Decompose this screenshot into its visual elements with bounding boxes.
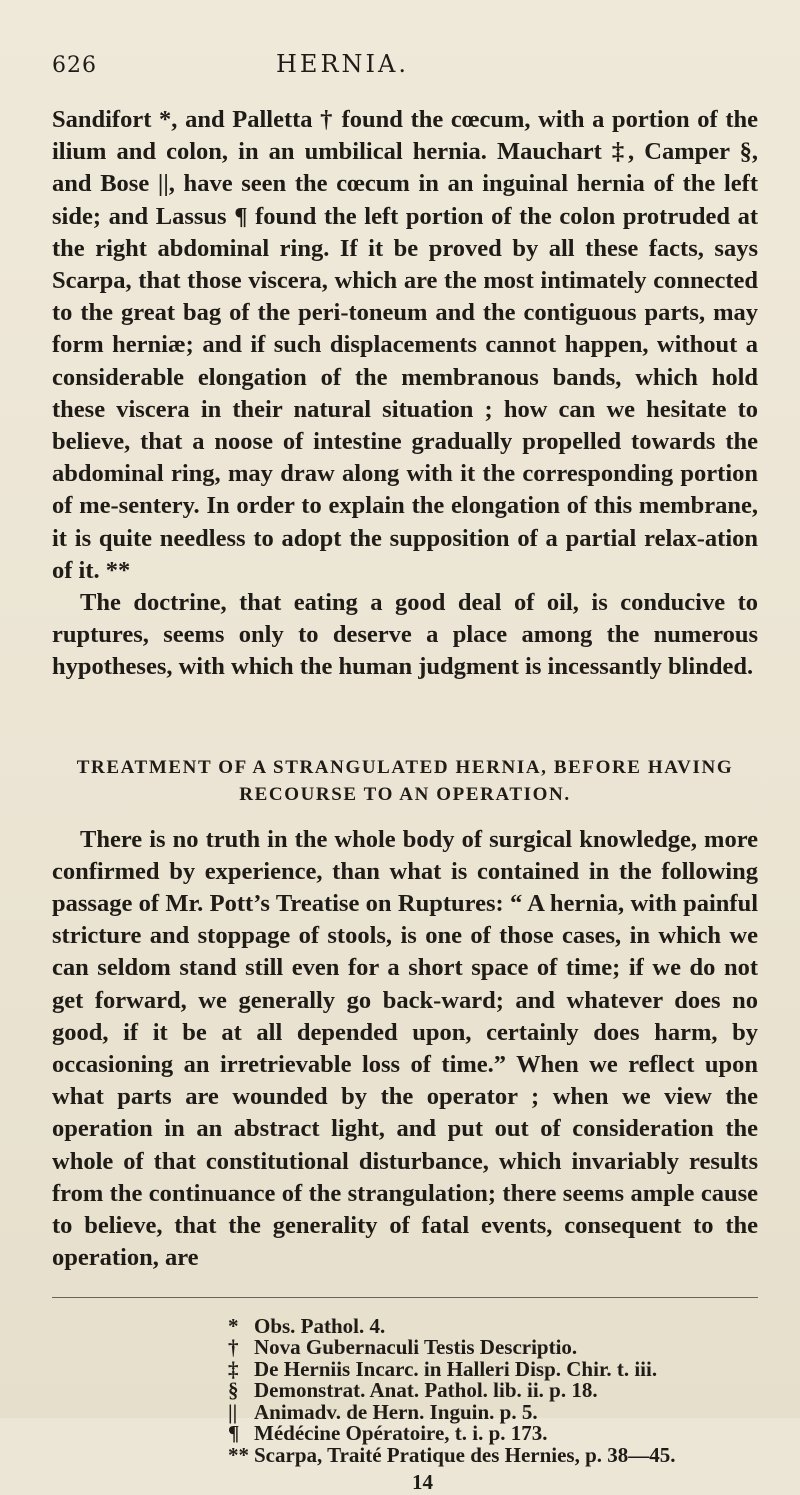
section-text <box>52 824 758 1275</box>
section-heading-line-1: TREATMENT OF A STRANGULATED HERNIA, BEFORE HAVING <box>76 756 734 778</box>
section-heading <box>52 754 758 808</box>
running-head <box>52 50 758 90</box>
footnote-text: Nova Gubernaculi Testis Descriptio. <box>254 1335 578 1359</box>
footnote-divider <box>52 1297 758 1298</box>
footnote-text: Animadv. de Hern. Inguin. p. 5. <box>254 1399 538 1424</box>
footnote-text: Médécine Opératoire, t. i. p. 173. <box>254 1421 548 1445</box>
paragraph-1: Sandifort *, and Palletta † found the cœcum, with a portion of the ilium and colon, in an umbilical hernia. Mauchart ‡, Camper §, and Bose ||, have seen the cœcum in an inguinal hernia of the left side; and Lassus ¶ found the left portion of the colon protruded at the right abdominal ring. If it be proved by all these facts, says Scarpa, that those viscera, which are the most intimately connected to the great bag of the peri-toneum and the contiguous parts, may form herniæ; and if such displacements cannot happen, without a considerable elongation of the membranous bands, which hold these viscera in their natural situation ; how can we hesitate to believe, that a noose of intestine gradually propelled towards the abdominal ring, may draw along with it the corresponding portion of me-sentery. In order to explain the elongation of this membrane, it is quite needless to adopt the supposition of a partial relax-ation of it. ** <box>52 106 758 584</box>
section-heading-line-2: RECOURSE TO AN OPERATION. <box>239 783 571 805</box>
footnote-text: Scarpa, Traité Pratique des Hernies, p. 38—45. <box>254 1442 676 1467</box>
footnote <box>228 1337 758 1359</box>
footnote-mark: * <box>228 1313 239 1338</box>
page-number: 626 <box>52 53 97 78</box>
footnotes <box>228 1313 758 1467</box>
footnote-text: De Herniis Incarc. in Halleri Disp. Chir. t. iii. <box>254 1356 658 1381</box>
footnote <box>228 1399 758 1424</box>
footnote-text: Obs. Pathol. 4. <box>254 1313 386 1338</box>
footnote <box>228 1442 758 1467</box>
footnote-mark: ** <box>228 1442 249 1467</box>
main-text <box>52 104 758 684</box>
signature-mark: 14 <box>412 1470 433 1494</box>
footnote-mark: || <box>228 1399 238 1424</box>
running-title: HERNIA. <box>276 50 409 78</box>
footnote <box>228 1380 758 1402</box>
footnote-mark: ¶ <box>228 1421 240 1445</box>
paragraph-3: There is no truth in the whole body of surgical knowledge, more confirmed by experience, than what is contained in the following passage of Mr. Pott’s Treatise on Ruptures: “ A hernia, with painful stricture and stoppage of stools, is one of those cases, in which we can seldom stand still even for a short space of time; if we do not get forward, we generally go back-ward; and whatever does no good, if it be at all depended upon, certainly does harm, by occasioning an irretrievable loss of time.” When we reflect upon what parts are wounded by the operator ; when we view the operation in an abstract light, and put out of consideration the whole of that constitutional disturbance, which invariably results from the continuance of the strangulation; there seems ample cause to believe, that the generality of fatal events, consequent to the operation, are <box>52 825 758 1272</box>
footnote-text: Demonstrat. Anat. Pathol. lib. ii. p. 18. <box>254 1378 598 1402</box>
footnote-mark: § <box>228 1378 239 1402</box>
paragraph-2: The doctrine, that eating a good deal of oil, is conducive to ruptures, seems only to deserve a place among the numerous hypotheses, with which the human judgment is incessantly blinded. <box>52 589 758 681</box>
footnote <box>228 1423 758 1445</box>
footnote-mark: † <box>228 1335 239 1359</box>
footnote-mark: ‡ <box>228 1356 239 1381</box>
footnote <box>228 1356 758 1381</box>
footnote <box>228 1313 758 1338</box>
